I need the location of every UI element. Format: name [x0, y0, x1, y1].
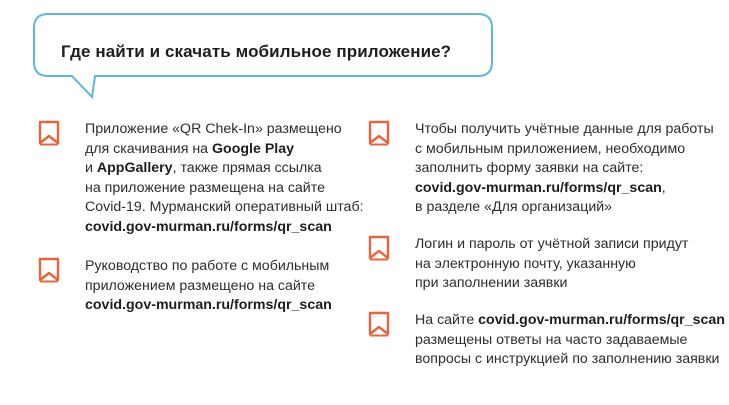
bookmark-icon: [368, 235, 390, 261]
item-text: На сайте covid.gov-murman.ru/forms/qr_scan размещены ответы на часто задаваемые вопросы с инструкцией по заполнению заявки: [415, 312, 725, 368]
bookmark-icon: [38, 257, 60, 283]
bookmark-icon: [368, 311, 390, 337]
appgallery-label: AppGallery: [96, 160, 173, 177]
item-text: Логин и пароль от учётной записи придут на электронную почту, указанную при заполнении заявки: [415, 236, 689, 292]
google-play-label: Google Play: [212, 140, 295, 157]
site-link[interactable]: covid.gov-murman.ru/forms/qr_scan: [478, 312, 725, 328]
page-title: Где найти и скачать мобильное приложение?: [61, 42, 452, 61]
item-text: Чтобы получить учётные данные для работы с мобильным приложением, необходимо заполнить форму заявки на сайте: covid.gov-murman.ru/forms/qr_scan, в разделе «Для организаций»: [415, 121, 714, 216]
item-text: Руководство по работе с мобильным приложением размещено на сайте covid.gov-murman.ru/forms/qr_scan: [85, 258, 332, 314]
site-link[interactable]: covid.gov-murman.ru/forms/qr_scan: [415, 179, 662, 196]
bookmark-icon: [38, 120, 60, 146]
item-text: Приложение «QR Chek-In» размещено для скачивания на Google Play и AppGallery, также прямая ссылка на приложение размещена на сайте Covid-19. Мурманский оперативный штаб: covid.gov-murman.ru/forms/qr_scan: [85, 121, 364, 235]
bookmark-icon: [368, 120, 390, 146]
site-link[interactable]: covid.gov-murman.ru/forms/qr_scan: [85, 218, 332, 235]
site-link[interactable]: covid.gov-murman.ru/forms/qr_scan: [85, 297, 332, 314]
